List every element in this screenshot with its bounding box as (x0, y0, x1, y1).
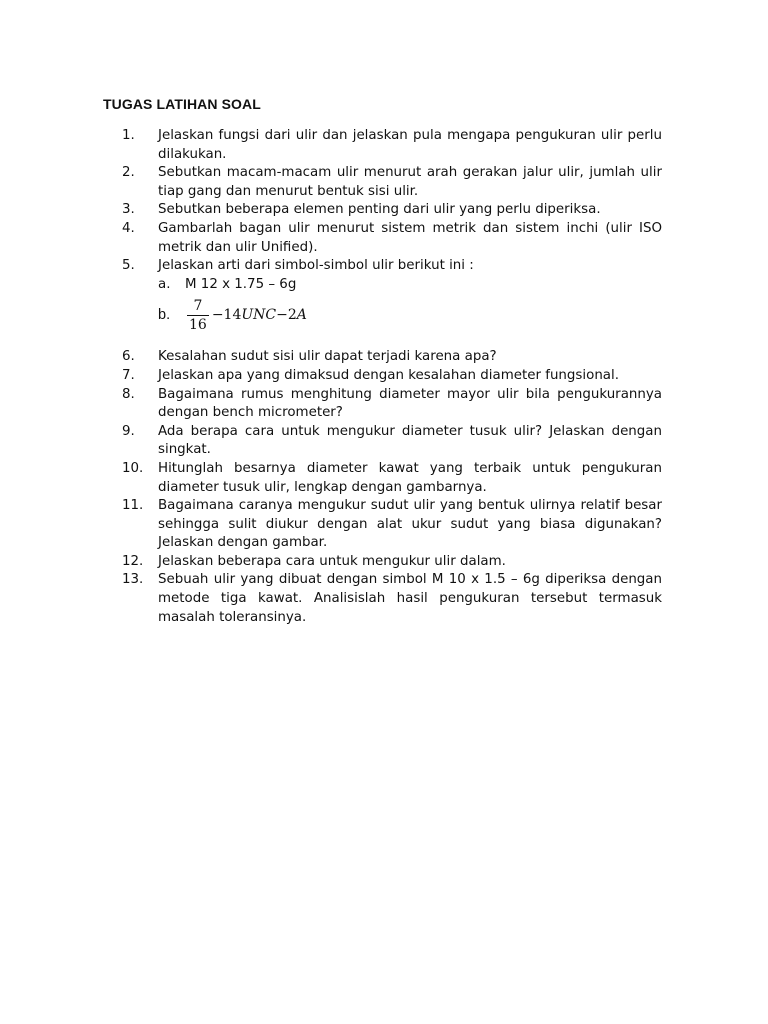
formula-part: −2 (276, 307, 297, 324)
formula-part: −14 (211, 307, 242, 324)
sub-item-b (158, 292, 662, 338)
question-text: Jelaskan beberapa cara untuk mengukur ulir dalam. (158, 553, 506, 569)
question-text: Bagaimana rumus menghitung diameter mayor ulir bila pengukurannya dengan bench micrometer? (158, 386, 662, 421)
question-text: Kesalahan sudut sisi ulir dapat terjadi karena apa? (158, 349, 497, 365)
question-text: Jelaskan arti dari simbol-simbol ulir berikut ini : (158, 258, 474, 274)
sub-item-letter: a. (158, 276, 171, 292)
question-number: 9. (122, 423, 135, 439)
question-text: Bagaimana caranya mengukur sudut ulir yang bentuk ulirnya relatif besar sehingga sulit diukur dengan alat ukur sudut yang biasa digunakan? Jelaskan dengan gambar. (158, 498, 662, 551)
question-number: 1. (122, 128, 135, 143)
question-number: 13. (122, 572, 144, 588)
question-item (122, 423, 662, 460)
question-number: 5. (122, 258, 135, 274)
question-item (122, 497, 662, 553)
question-item (122, 553, 662, 572)
question-item (122, 220, 662, 257)
question-number: 11. (122, 498, 144, 514)
question-item (122, 348, 662, 367)
question-number: 7. (122, 367, 135, 383)
spacer (122, 338, 662, 348)
question-text: Ada berapa cara untuk mengukur diameter tusuk ulir? Jelaskan dengan singkat. (158, 423, 662, 458)
question-text: Gambarlah bagan ulir menurut sistem metrik dan sistem inchi (ulir ISO metrik dan ulir Unified). (158, 220, 662, 255)
question-number: 3. (122, 202, 135, 218)
question-item (122, 164, 662, 201)
question-item (122, 201, 662, 220)
fraction (187, 298, 209, 333)
question-body (158, 257, 662, 338)
document-title: TUGAS LATIHAN SOAL (103, 96, 261, 112)
question-item (122, 367, 662, 386)
question-item (122, 127, 662, 164)
formula-part: UNC (241, 307, 277, 324)
question-item (122, 571, 662, 627)
fraction-denominator: 16 (189, 316, 207, 333)
question-item (122, 460, 662, 497)
sub-item-list (158, 276, 662, 339)
question-number: 2. (122, 165, 135, 181)
sub-item-letter: b. (158, 307, 171, 324)
thread-formula (185, 298, 307, 333)
question-text: Sebuah ulir yang dibuat dengan simbol M 10 x 1.5 – 6g diperiksa dengan metode tiga kawat. Analisislah hasil pengukuran tersebut termasuk masalah toleransinya. (158, 572, 662, 625)
question-number: 10. (122, 460, 144, 476)
question-text: Sebutkan beberapa elemen penting dari ulir yang perlu diperiksa. (158, 202, 601, 218)
question-item (122, 386, 662, 423)
question-number: 12. (122, 553, 144, 569)
formula-part: A (296, 307, 307, 324)
question-item (122, 257, 662, 338)
question-text: Hitunglah besarnya diameter kawat yang terbaik untuk pengukuran diameter tusuk ulir, lengkap dengan gambarnya. (158, 460, 662, 495)
question-number: 4. (122, 220, 135, 236)
question-number: 8. (122, 386, 135, 402)
fraction-numerator: 7 (193, 297, 203, 314)
question-text: Jelaskan fungsi dari ulir dan jelaskan pula mengapa pengukuran ulir perlu dilakukan. (158, 128, 662, 162)
sub-item-text: M 12 x 1.75 – 6g (185, 276, 297, 292)
question-list (122, 127, 662, 627)
question-text: Jelaskan apa yang dimaksud dengan kesalahan diameter fungsional. (158, 367, 619, 383)
question-text: Sebutkan macam-macam ulir menurut arah gerakan jalur ulir, jumlah ulir tiap gang dan menurut bentuk sisi ulir. (158, 165, 662, 199)
question-number: 6. (122, 349, 135, 365)
